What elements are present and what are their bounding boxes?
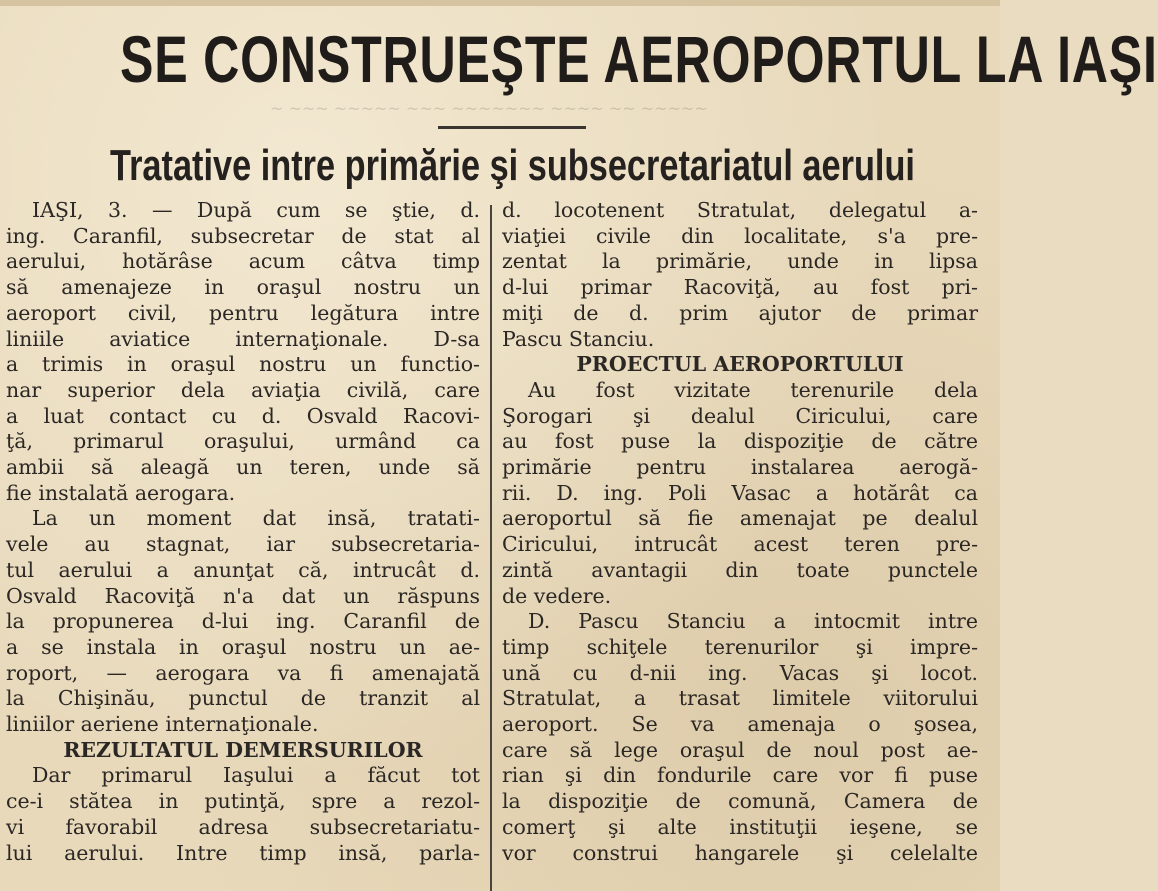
article-line: ună cu d-nii ing. Vacas şi locot. [502,660,978,685]
article-line: La un moment dat insă, tratati- [32,506,480,531]
article-line: D. Pascu Stanciu a intocmit intre [528,609,978,634]
article-line: ing. Caranfil, subsecretar de stat al [6,223,480,248]
article-line: Au fost vizitate terenurile dela [528,377,978,402]
article-line: nar superior dela aviaţia civilă, care [6,377,480,402]
article-line: lui aerului. Intre timp insă, parla- [6,840,480,865]
article-line: Osvald Racoviţă n'a dat un răspuns [6,583,480,608]
article-line: ambii să aleagă un teren, unde să [6,455,480,480]
article-line: liniilor aeriene internaţionale. [6,712,319,737]
article-line: miţi de d. prim ajutor de primar [502,300,978,325]
subheadline: Tratative intre primărie şi subsecretariatul aerului [110,141,915,190]
article-line: Stratulat, a trasat limitele viitorului [502,686,978,711]
article-line: zentat la primărie, unde in lipsa [502,249,978,274]
article-line: d-lui primar Racoviţă, au fost pri- [502,275,978,300]
article-line: Ciricului, intrucât acest teren pre- [502,532,978,557]
article-line: aeroport. Se va amenaja o şosea, [502,712,978,737]
article-line: tul aerului a anunţat că, intrucât d. [6,557,480,582]
article-line: timp schiţele terenurilor şi impre- [502,634,978,659]
article-line: aeroport civil, pentru legătura intre [6,300,480,325]
left-column [6,198,480,891]
article-line: a trimis in oraşul nostru un functio- [6,352,480,377]
article-line: fie instalată aerogara. [6,480,236,505]
article-line: vor construi hangarele şi celelalte [502,840,978,865]
section-heading: PROECTUL AEROPORTULUI [576,352,904,377]
article-line: roport, — aerogara va fi amenajată [6,660,480,685]
article-line: Şorogari şi dealul Ciricului, care [502,403,978,428]
article-line: vi favorabil adresa subsecretariatu- [6,814,480,839]
article-line: liniile aviatice internaţionale. D-sa [6,326,480,351]
headline: SE CONSTRUEŞTE AEROPORTUL LA IAŞI [120,22,1158,96]
top-border-rule [0,0,1000,6]
article-line: la propunerea d-lui ing. Caranfil de [6,609,480,634]
article-line: Dar primarul Iaşului a făcut tot [32,763,480,788]
article-line: ce-i stătea in putinţă, spre a rezol- [6,789,480,814]
article-line: la dispoziţie de comună, Camera de [502,789,978,814]
article-line: vele au stagnat, iar subsecretaria- [6,532,480,557]
article-line: comerţ şi alte instituţii ieşene, se [502,814,978,839]
column-divider [490,205,492,891]
article-line: rii. D. ing. Poli Vasac a hotărât ca [502,480,978,505]
article-line: a luat contact cu d. Osvald Racovi- [6,403,480,428]
article-line: Pascu Stanciu. [502,326,655,351]
article-line: primărie pentru instalarea aerogă- [502,455,978,480]
article-line: d. locotenent Stratulat, delegatul a- [502,198,978,222]
article-line: zintă avantagii din toate punctele [502,557,978,582]
section-heading: REZULTATUL DEMERSURILOR [63,737,423,762]
article-line: rian şi din fondurile care vor fi puse [502,763,978,788]
headline-rule [438,126,586,129]
article-line: care să lege oraşul de noul post ae- [502,737,978,762]
article-line: IAŞI, 3. — După cum se ştie, d. [32,198,480,222]
article-line: ţă, primarul oraşului, urmând ca [6,429,480,454]
article-line: a se instala in oraşul nostru un ae- [6,634,480,659]
article-line: viaţiei civile din localitate, s'a pre- [502,223,978,248]
bleed-through-text: ~ ~~~ ~~~~~ ~~~ ~~~~~~~ ~~~~ ~~ ~~~~~ [270,99,708,118]
article-line: de vedere. [502,583,612,608]
right-column [502,198,978,891]
article-line: să amenajeze in oraşul nostru un [6,275,480,300]
article-line: la Chişinău, punctul de tranzit al [6,686,480,711]
article-line: au fost puse la dispoziţie de către [502,429,978,454]
article-line: aeroportul să fie amenajat pe dealul [502,506,978,531]
article-line: aerului, hotărâse acum câtva timp [6,249,480,274]
